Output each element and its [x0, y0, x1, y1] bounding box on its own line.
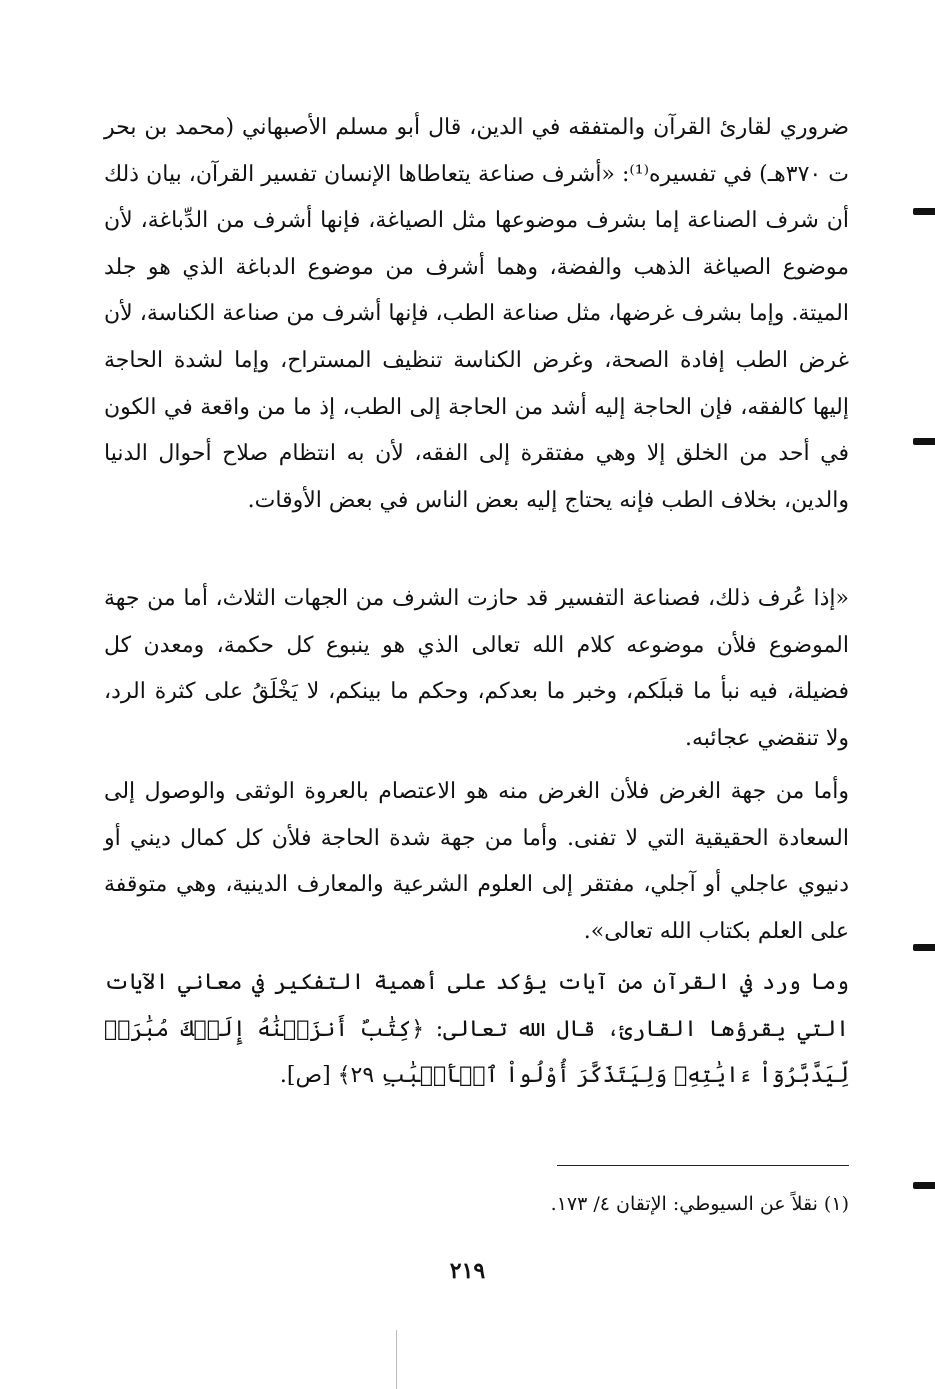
- margin-mark: [913, 944, 935, 951]
- page-number: ٢١٩: [449, 1258, 486, 1284]
- margin-mark: [913, 208, 935, 215]
- footnote: (١) نقلاً عن السيوطي: الإتقان ٤/ ١٧٣.: [550, 1193, 849, 1215]
- margin-mark: [913, 438, 935, 445]
- scan-binding-line: [396, 1330, 397, 1389]
- paragraph-text: «إذا عُرف ذلك، فصناعة التفسير قد حازت الشرف من الجهات الثلاث، أما من جهة الموضوع فلأن موضوعه كلام الله تعالى الذي هو ينبوع كل حكمة، ومعدن كل فضيلة، فيه نبأ ما قبلَكم، وخبر ما بعدكم، وحكم ما بينكم، لا يَخْلَقُ على كثرة الرد، ولا تنقضي عجائبه.: [104, 586, 849, 751]
- paragraph-text: وما ورد في القرآن من آيات يؤكد على أهمية التفكير في معاني الآيات التي يقرؤها القارئ، قال الله تعالى: ﴿كِتَٰبٌ أَنزَلۡنَٰهُ إِلَيۡكَ مُبَٰرَكٞ لِّيَدَّبَّرُوٓاْ ءَايَٰتِهِۦ وَلِيَتَذَكَّرَ أُوْلُواْ ٱلۡأَلۡبَٰبِ ٢٩﴾ [ص].: [104, 970, 849, 1089]
- footnote-divider: [557, 1165, 849, 1166]
- paragraph-1: [104, 105, 849, 524]
- paragraph-3: [104, 769, 849, 955]
- paragraph-text: ضروري لقارئ القرآن والمتفقه في الدين، قال أبو مسلم الأصبهاني (محمد بن بحر ت ٣٧٠هـ) في تفسيره⁽¹⁾: «أشرف صناعة يتعاطاها الإنسان تفسير القرآن، بيان ذلك أن شرف الصناعة إما بشرف موضوعها مثل الصياغة، فإنها أشرف من الدِّباغة، لأن موضوع الصياغة الذهب والفضة، وهما أشرف من موضوع الدباغة الذي هو جلد الميتة. وإما بشرف غرضها، مثل صناعة الطب، فإنها أشرف من صناعة الكناسة، لأن غرض الطب إفادة الصحة، وغرض الكناسة تنظيف المستراح، وإما لشدة الحاجة إليها كالفقه، فإن الحاجة إليه أشد من الحاجة إلى الطب، إذ ما من واقعة في الكون في أحد من الخلق إلا وهي مفتقرة إلى الفقه، لأن به انتظام صلاح أحوال الدنيا والدين، بخلاف الطب فإنه يحتاج إليه بعض الناس في بعض الأوقات.: [104, 115, 849, 513]
- paragraph-2: [104, 576, 849, 762]
- paragraph-text: وأما من جهة الغرض فلأن الغرض منه هو الاعتصام بالعروة الوثقى والوصول إلى السعادة الحقيقية التي لا تفنى. وأما من جهة شدة الحاجة فلأن كل كمال ديني أو دنيوي عاجلي أو آجلي، مفتقر إلى العلوم الشرعية والمعارف الدينية، وهي متوقفة على العلم بكتاب الله تعالى».: [104, 779, 849, 944]
- margin-mark: [913, 1182, 935, 1189]
- paragraph-4: [104, 960, 849, 1100]
